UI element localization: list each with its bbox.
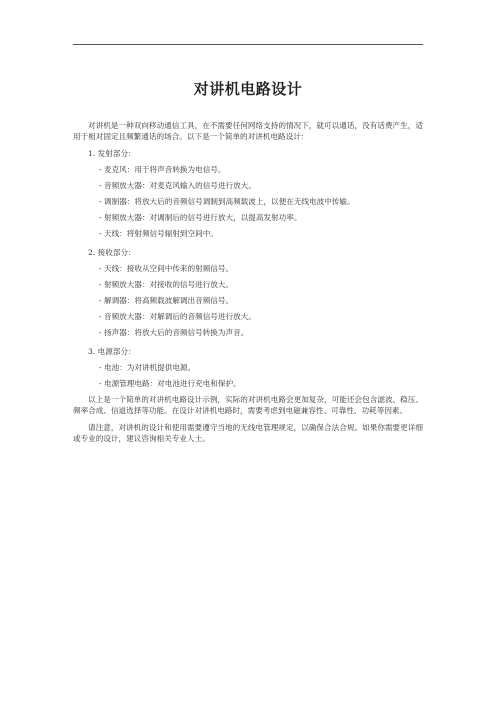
list-item: - 调制器：将放大后的音频信号调制到高频载波上，以便在无线电波中传输。 xyxy=(99,197,355,206)
list-item: - 电池：为对讲机提供电源。 xyxy=(99,363,196,372)
section-heading: 2. 接收部分： xyxy=(88,248,136,257)
list-item: - 天线：接收从空间中传来的射频信号。 xyxy=(99,264,234,273)
section-receiver xyxy=(73,247,423,338)
section-heading: 1. 发射部分： xyxy=(88,149,136,158)
list-item: - 射频放大器：对调制后的信号进行放大，以提高发射功率。 xyxy=(99,213,302,222)
list-item: - 射频放大器：对接收的信号进行放大。 xyxy=(99,280,234,289)
document-title: 对讲机电路设计 xyxy=(193,80,303,98)
list-item: - 解调器：将高频载波解调出音频信号。 xyxy=(99,296,234,305)
note-paragraph: 请注意，对讲机的设计和使用需要遵守当地的无线电管理规定，以确保合法合规。如果你需要更详细或专业的设计，建议咨询相关专业人士。 xyxy=(73,423,423,443)
list-item: - 音频放大器：对麦克风输入的信号进行放大。 xyxy=(99,181,256,190)
header-rule xyxy=(73,44,423,45)
summary-paragraph: 以上是一个简单的对讲机电路设计示例，实际的对讲机电路会更加复杂，可能还会包含滤波、稳压、频率合成、信道选择等功能。在设计对讲机电路时，需要考虑到电磁兼容性、可靠性、功耗等因素。 xyxy=(73,395,423,415)
list-item: - 麦克风：用于将声音转换为电信号。 xyxy=(99,165,226,174)
section-transmitter xyxy=(73,148,423,239)
list-item: - 天线：将射频信号辐射到空间中。 xyxy=(99,229,218,238)
section-power xyxy=(73,346,423,389)
list-item: - 音频放大器：对解调后的音频信号进行放大。 xyxy=(99,312,256,321)
document-body xyxy=(73,120,423,450)
list-item: - 电源管理电路：对电池进行充电和保护。 xyxy=(99,379,241,388)
section-heading: 3. 电源部分： xyxy=(88,347,136,356)
list-item: - 扬声器：将放大后的音频信号转换为声音。 xyxy=(99,328,249,337)
intro-paragraph: 对讲机是一种双向移动通信工具，在不需要任何网络支持的情况下，就可以通话，没有话费产生，适用于相对固定且频繁通话的场合。以下是一个简单的对讲机电路设计： xyxy=(73,121,423,141)
